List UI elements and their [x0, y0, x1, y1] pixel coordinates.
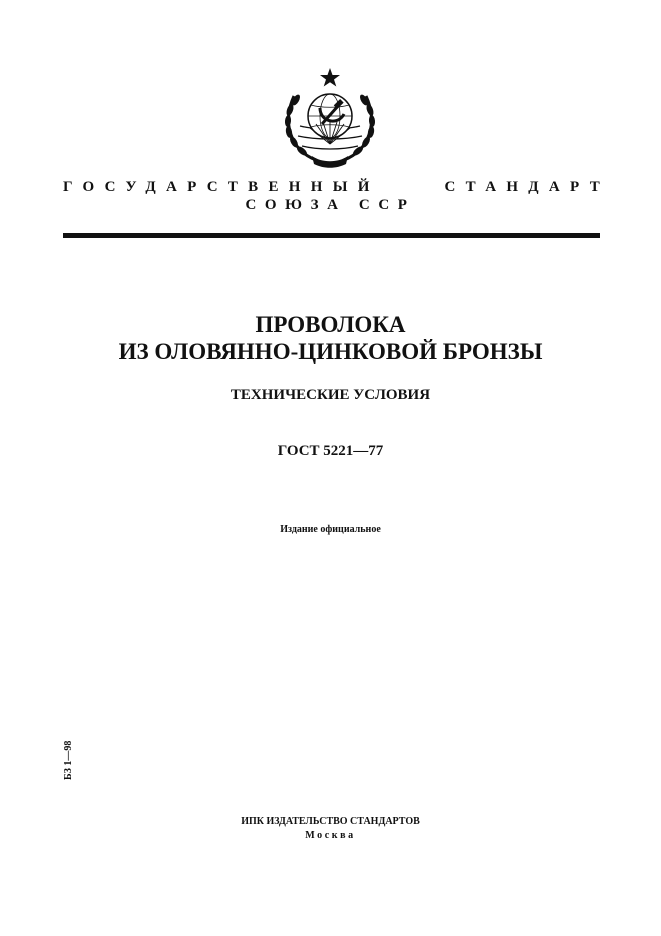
document-title-line-2: ИЗ ОЛОВЯННО-ЦИНКОВОЙ БРОНЗЫ — [118, 339, 543, 364]
header-title-line-1 — [63, 178, 610, 196]
publisher-city: Москва — [305, 830, 356, 841]
standard-number: ГОСТ 5221—77 — [277, 443, 384, 459]
state-emblem-icon — [276, 66, 384, 172]
document-title-line-1: ПРОВОЛОКА — [255, 312, 406, 337]
header-word-state: ГОСУДАРСТВЕННЫЙ — [63, 179, 380, 195]
document-subtitle: ТЕХНИЧЕСКИЕ УСЛОВИЯ — [230, 387, 431, 403]
side-catalog-code: БЗ 1—98 — [63, 740, 74, 780]
publisher-name: ИПК ИЗДАТЕЛЬСТВО СТАНДАРТОВ — [241, 816, 420, 827]
header-word-standard: СТАНДАРТ — [444, 179, 610, 195]
header-title-line-2: СОЮЗА ССР — [245, 197, 416, 213]
header-divider — [63, 233, 600, 238]
edition-note: Издание официальное — [280, 524, 381, 535]
